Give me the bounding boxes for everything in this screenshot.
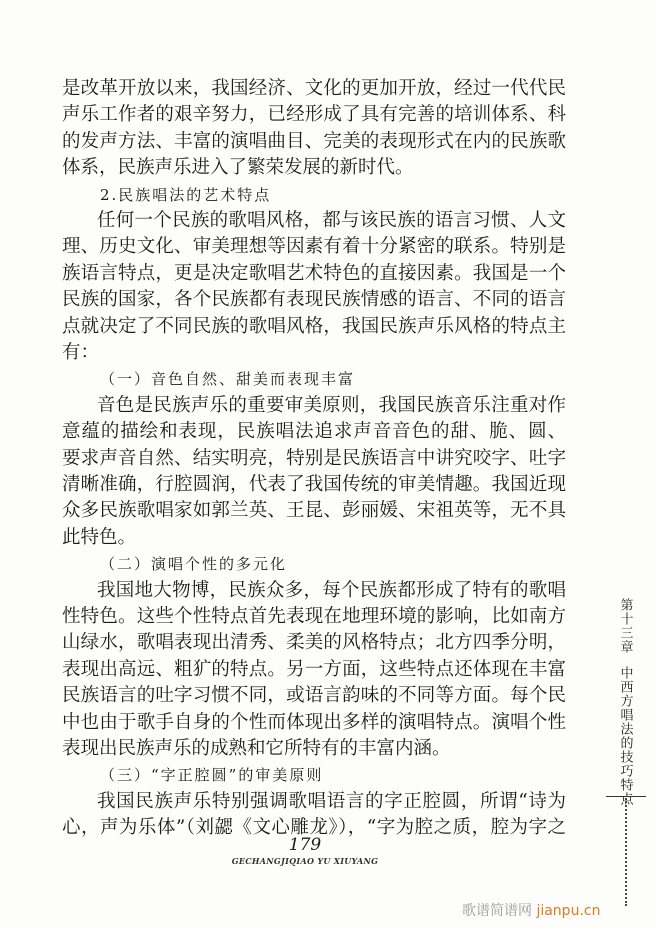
text-line: 是改革开放以来，我国经济、文化的更加开放，经过一代代民 [62,78,566,99]
page-number: 179 [288,835,322,855]
watermark-site: 歌谱简谱网 [462,903,532,919]
text-line: 心，声为乐体”（刘勰《文心雕龙》），“字为腔之质，腔为字之 [62,817,566,839]
chapter-side-tab [615,598,635,806]
text-line: 众多民族歌唱家如郭兰英、王昆、彭丽媛、宋祖英等，无不具 [62,500,566,522]
text-line: 点就决定了不同民族的歌唱风格，我国民族声乐风格的特点主 [62,315,566,337]
section-heading: （三）“字正腔圆”的审美原则 [100,766,324,785]
running-title: GECHANGJIQIAO YU XIUYANG [231,856,379,866]
text-line: 音色是民族声乐的重要审美原则，我国民族音乐注重对作 [97,394,566,416]
text-line: 民族的国家，各个民族都有表现民族情感的语言、不同的语言 [62,289,566,311]
text-line: 性特色。这些个性特点首先表现在地理环境的影响，比如南方 [62,606,566,627]
text-line: 表现出高远、粗犷的特点。另一方面，这些特点还体现在丰富 [62,658,566,680]
text-line: 我国地大物博，民族众多，每个民族都形成了特有的歌唱 [97,579,566,601]
section-heading: 2.民族唱法的艺术特点 [100,185,272,204]
text-line: 族语言特点，更是决定歌唱艺术特色的直接因素。我国是一个 [62,262,566,284]
text-line: 理、历史文化、审美理想等因素有着十分紧密的联系。特别是 [62,236,566,258]
chapter-title: 中西方唱法的技巧特点 [617,666,633,806]
text-line: 中也由于歌手自身的个性而体现出多样的演唱特点。演唱个性 [62,711,566,733]
text-line: 此特色。 [62,526,137,548]
text-line: 的发声方法、丰富的演唱曲目、完美的表现形式在内的民族歌 [62,130,566,152]
text-line: 有： [62,342,100,363]
chapter-number: 第十三章 [617,598,633,654]
watermark [462,900,600,920]
section-heading: （二）演唱个性的多元化 [100,555,288,574]
text-line: 声乐工作者的艰辛努力，已经形成了具有完善的培训体系、科 [62,104,566,126]
section-heading: （一）音色自然、甜美而表现丰富 [100,370,356,389]
text-line: 体系，民族声乐进入了繁荣发展的新时代。 [62,157,414,179]
text-line: 要求声音自然、结实明亮，特别是民族语言中讲究咬字、吐字 [62,447,566,469]
text-line: 民族语言的吐字习惯不同，或语言韵味的不同等方面。每个民 [62,685,566,707]
watermark-url: jianpu.cn [536,903,601,919]
text-line: 任何一个民族的歌唱风格，都与该民族的语言习惯、人文 [97,210,566,231]
text-line: 山绿水，歌唱表现出清秀、柔美的风格特点；北方四季分明， [62,632,566,654]
text-line: 清晰准确，行腔圆润，代表了我国传统的审美情趣。我国近现 [62,474,566,495]
text-line: 意蕴的描绘和表现，民族唱法追求声音音色的甜、脆、圆、 [62,421,566,443]
side-dotted-line [625,798,627,906]
text-line: 表现出民族声乐的成熟和它所特有的丰富内涵。 [62,738,451,759]
text-line: 我国民族声乐特别强调歌唱语言的字正腔圆，所谓“诗为 [97,790,566,812]
side-rule [606,796,646,797]
